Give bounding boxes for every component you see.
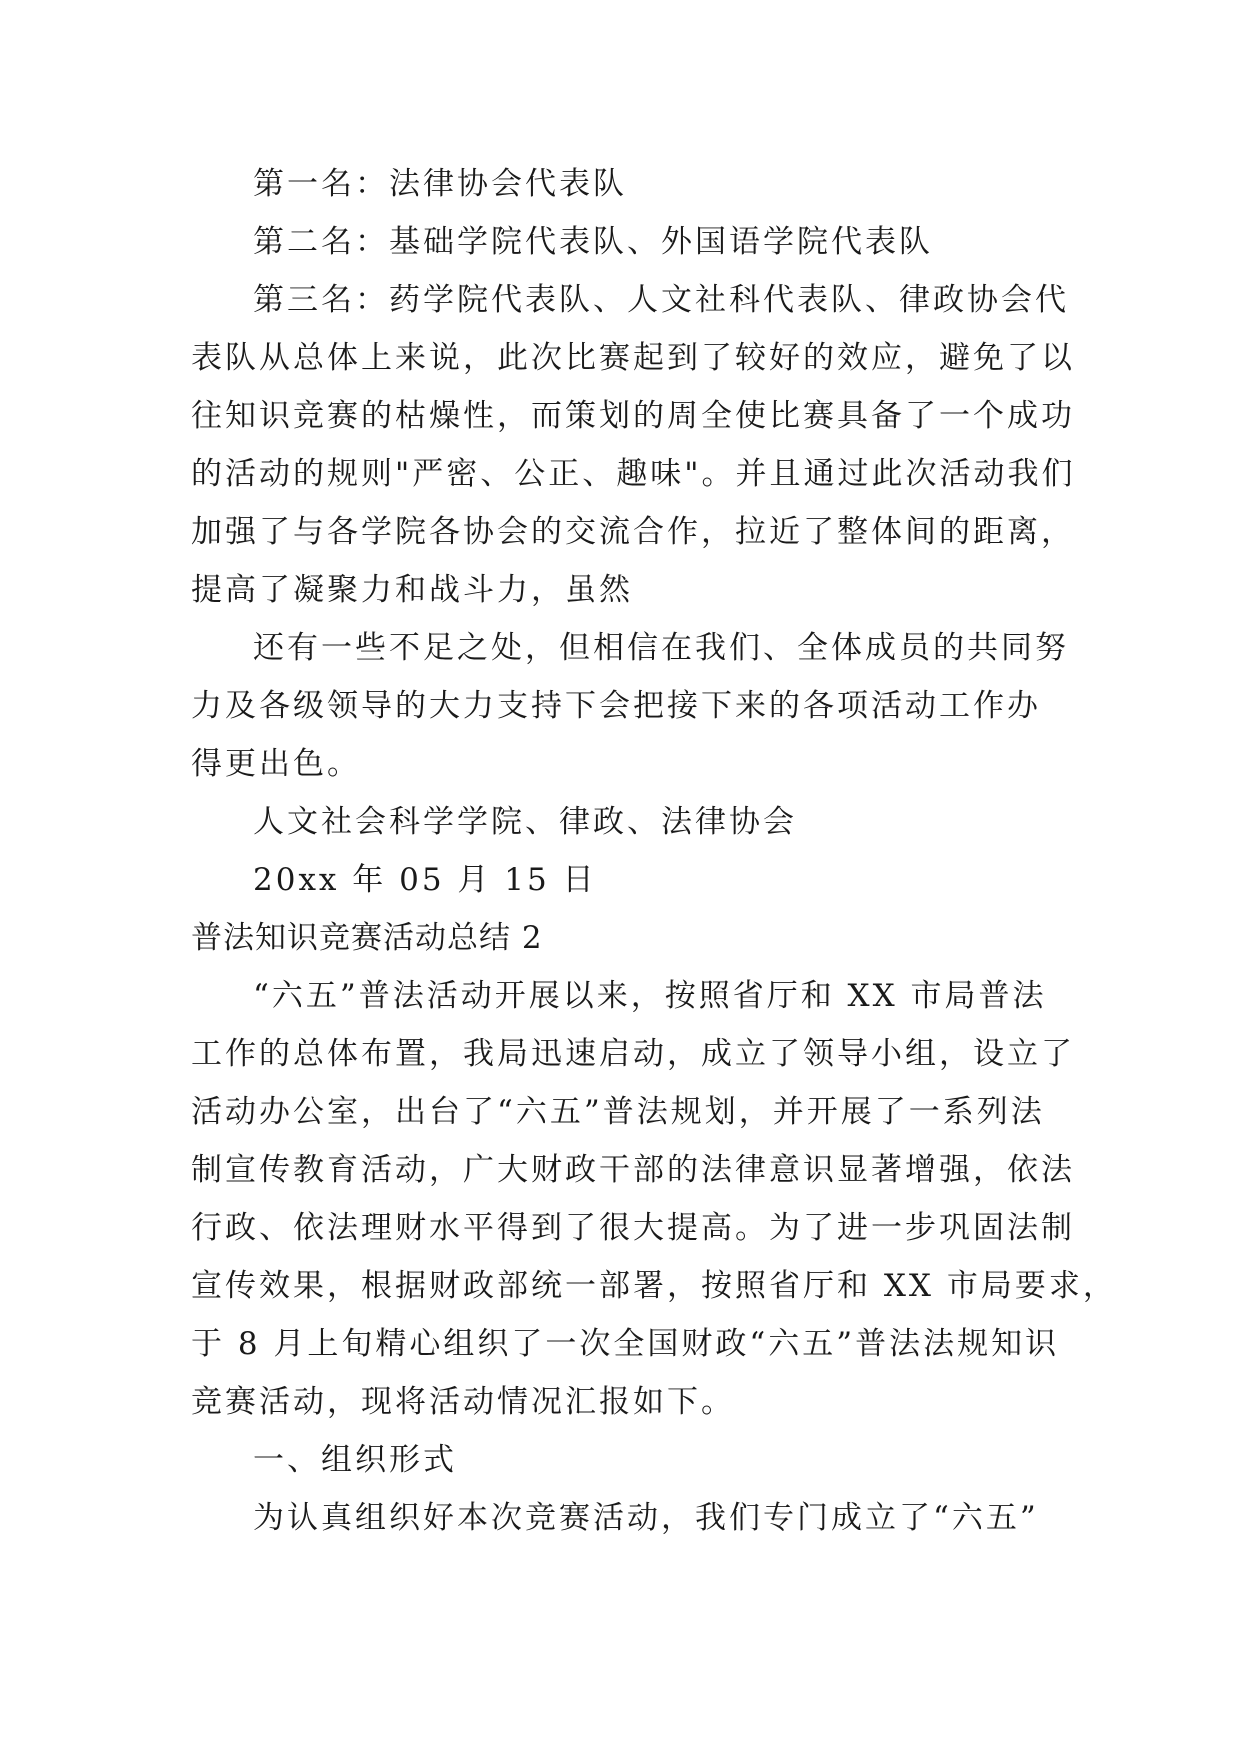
text-line: 表队从总体上来说，此次比赛起到了较好的效应，避免了以 xyxy=(191,340,1075,376)
text-line: 提高了凝聚力和战斗力，虽然 xyxy=(191,572,633,608)
signature-org: 人文社会科学学院、律政、法律协会 xyxy=(253,804,797,840)
text-line: 还有一些不足之处，但相信在我们、全体成员的共同努 xyxy=(253,630,1069,666)
text-line: 制宣传教育活动，广大财政干部的法律意识显著增强，依法 xyxy=(191,1152,1075,1188)
text-line: 为认真组织好本次竞赛活动，我们专门成立了“六五” xyxy=(253,1500,1039,1536)
text-line: 工作的总体布置，我局迅速启动，成立了领导小组，设立了 xyxy=(191,1036,1075,1072)
text-line: “六五”普法活动开展以来，按照省厅和 XX 市局普法 xyxy=(253,978,1047,1014)
text-line: 第二名：基础学院代表队、外国语学院代表队 xyxy=(253,224,933,260)
text-line: 第三名：药学院代表队、人文社科代表队、律政协会代 xyxy=(253,282,1069,318)
text-line: 加强了与各学院各协会的交流合作，拉近了整体间的距离， xyxy=(191,514,1075,550)
text-line: 活动办公室，出台了“六五”普法规划，并开展了一系列法 xyxy=(191,1094,1045,1130)
signature-date: 20xx 年 05 月 15 日 xyxy=(253,862,597,898)
text-line: 竞赛活动，现将活动情况汇报如下。 xyxy=(191,1384,735,1420)
text-line: 行政、依法理财水平得到了很大提高。为了进一步巩固法制 xyxy=(191,1210,1075,1246)
section-title: 普法知识竞赛活动总结 2 xyxy=(191,920,543,956)
text-line: 得更出色。 xyxy=(191,746,361,782)
section-heading: 一、组织形式 xyxy=(253,1442,457,1478)
text-line: 宣传效果，根据财政部统一部署，按照省厅和 XX 市局要求， xyxy=(191,1268,1117,1304)
text-line: 往知识竞赛的枯燥性，而策划的周全使比赛具备了一个成功 xyxy=(191,398,1075,434)
text-line: 于 8 月上旬精心组织了一次全国财政“六五”普法法规知识 xyxy=(191,1326,1060,1362)
text-line: 第一名：法律协会代表队 xyxy=(253,166,627,202)
text-line: 的活动的规则"严密、公正、趣味"。并且通过此次活动我们 xyxy=(191,456,1076,492)
text-line: 力及各级领导的大力支持下会把接下来的各项活动工作办 xyxy=(191,688,1041,724)
